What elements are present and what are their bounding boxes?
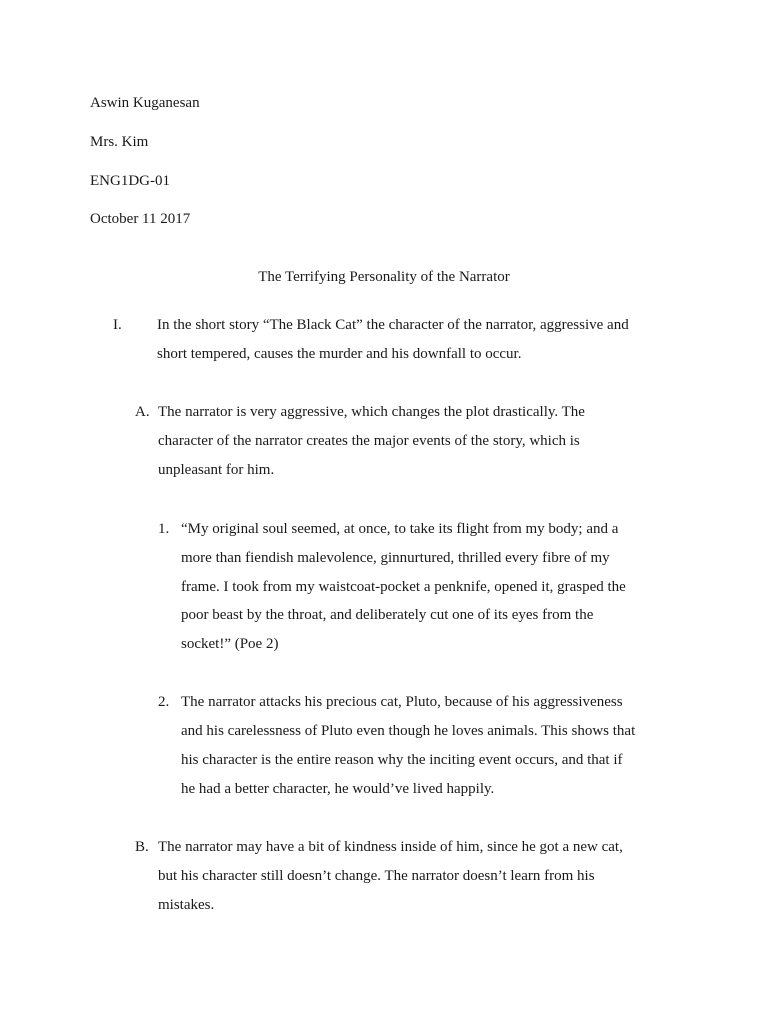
point-a-line-1: The narrator is very aggressive, which changes the plot drastically. The — [158, 404, 585, 420]
section-1-line-1: In the short story “The Black Cat” the character of the narrator, aggressive and — [157, 317, 629, 333]
point-a-1-marker: 1. — [158, 521, 170, 537]
point-a-2-line-4: he had a better character, he would’ve lived happily. — [181, 781, 495, 797]
point-a-2-line-1: The narrator attacks his precious cat, Pluto, because of his aggressiveness — [181, 694, 623, 710]
point-a-1-line-1: “My original soul seemed, at once, to take its flight from my body; and a — [181, 521, 619, 537]
section-1-marker: I. — [113, 317, 122, 333]
point-a-1-line-2: more than fiendish malevolence, ginnurtured, thrilled every fibre of my — [181, 550, 610, 566]
point-a-1-line-3: frame. I took from my waistcoat-pocket a penknife, opened it, grasped the — [181, 579, 626, 595]
point-a-2-marker: 2. — [158, 694, 170, 710]
point-a-1-line-5: socket!” (Poe 2) — [181, 636, 279, 652]
point-a-marker: A. — [135, 404, 150, 420]
essay-title: The Terrifying Personality of the Narrator — [258, 269, 510, 285]
point-a-line-2: character of the narrator creates the major events of the story, which is — [158, 433, 580, 449]
point-a-1-line-4: poor beast by the throat, and deliberately cut one of its eyes from the — [181, 607, 594, 623]
point-a-2-line-2: and his carelessness of Pluto even though he loves animals. This shows that — [181, 723, 636, 739]
point-a-2-line-3: his character is the entire reason why the inciting event occurs, and that if — [181, 752, 623, 768]
student-name: Aswin Kuganesan — [90, 95, 200, 111]
section-1-line-2: short tempered, causes the murder and his downfall to occur. — [157, 346, 522, 362]
point-b-line-2: but his character still doesn’t change. The narrator doesn’t learn from his — [158, 868, 595, 884]
essay-date: October 11 2017 — [90, 211, 191, 227]
point-b-line-3: mistakes. — [158, 897, 215, 913]
course-code: ENG1DG-01 — [90, 173, 170, 189]
point-a-line-3: unpleasant for him. — [158, 462, 275, 478]
point-b-marker: B. — [135, 839, 149, 855]
point-b-line-1: The narrator may have a bit of kindness inside of him, since he got a new cat, — [158, 839, 623, 855]
teacher-name: Mrs. Kim — [90, 134, 149, 150]
